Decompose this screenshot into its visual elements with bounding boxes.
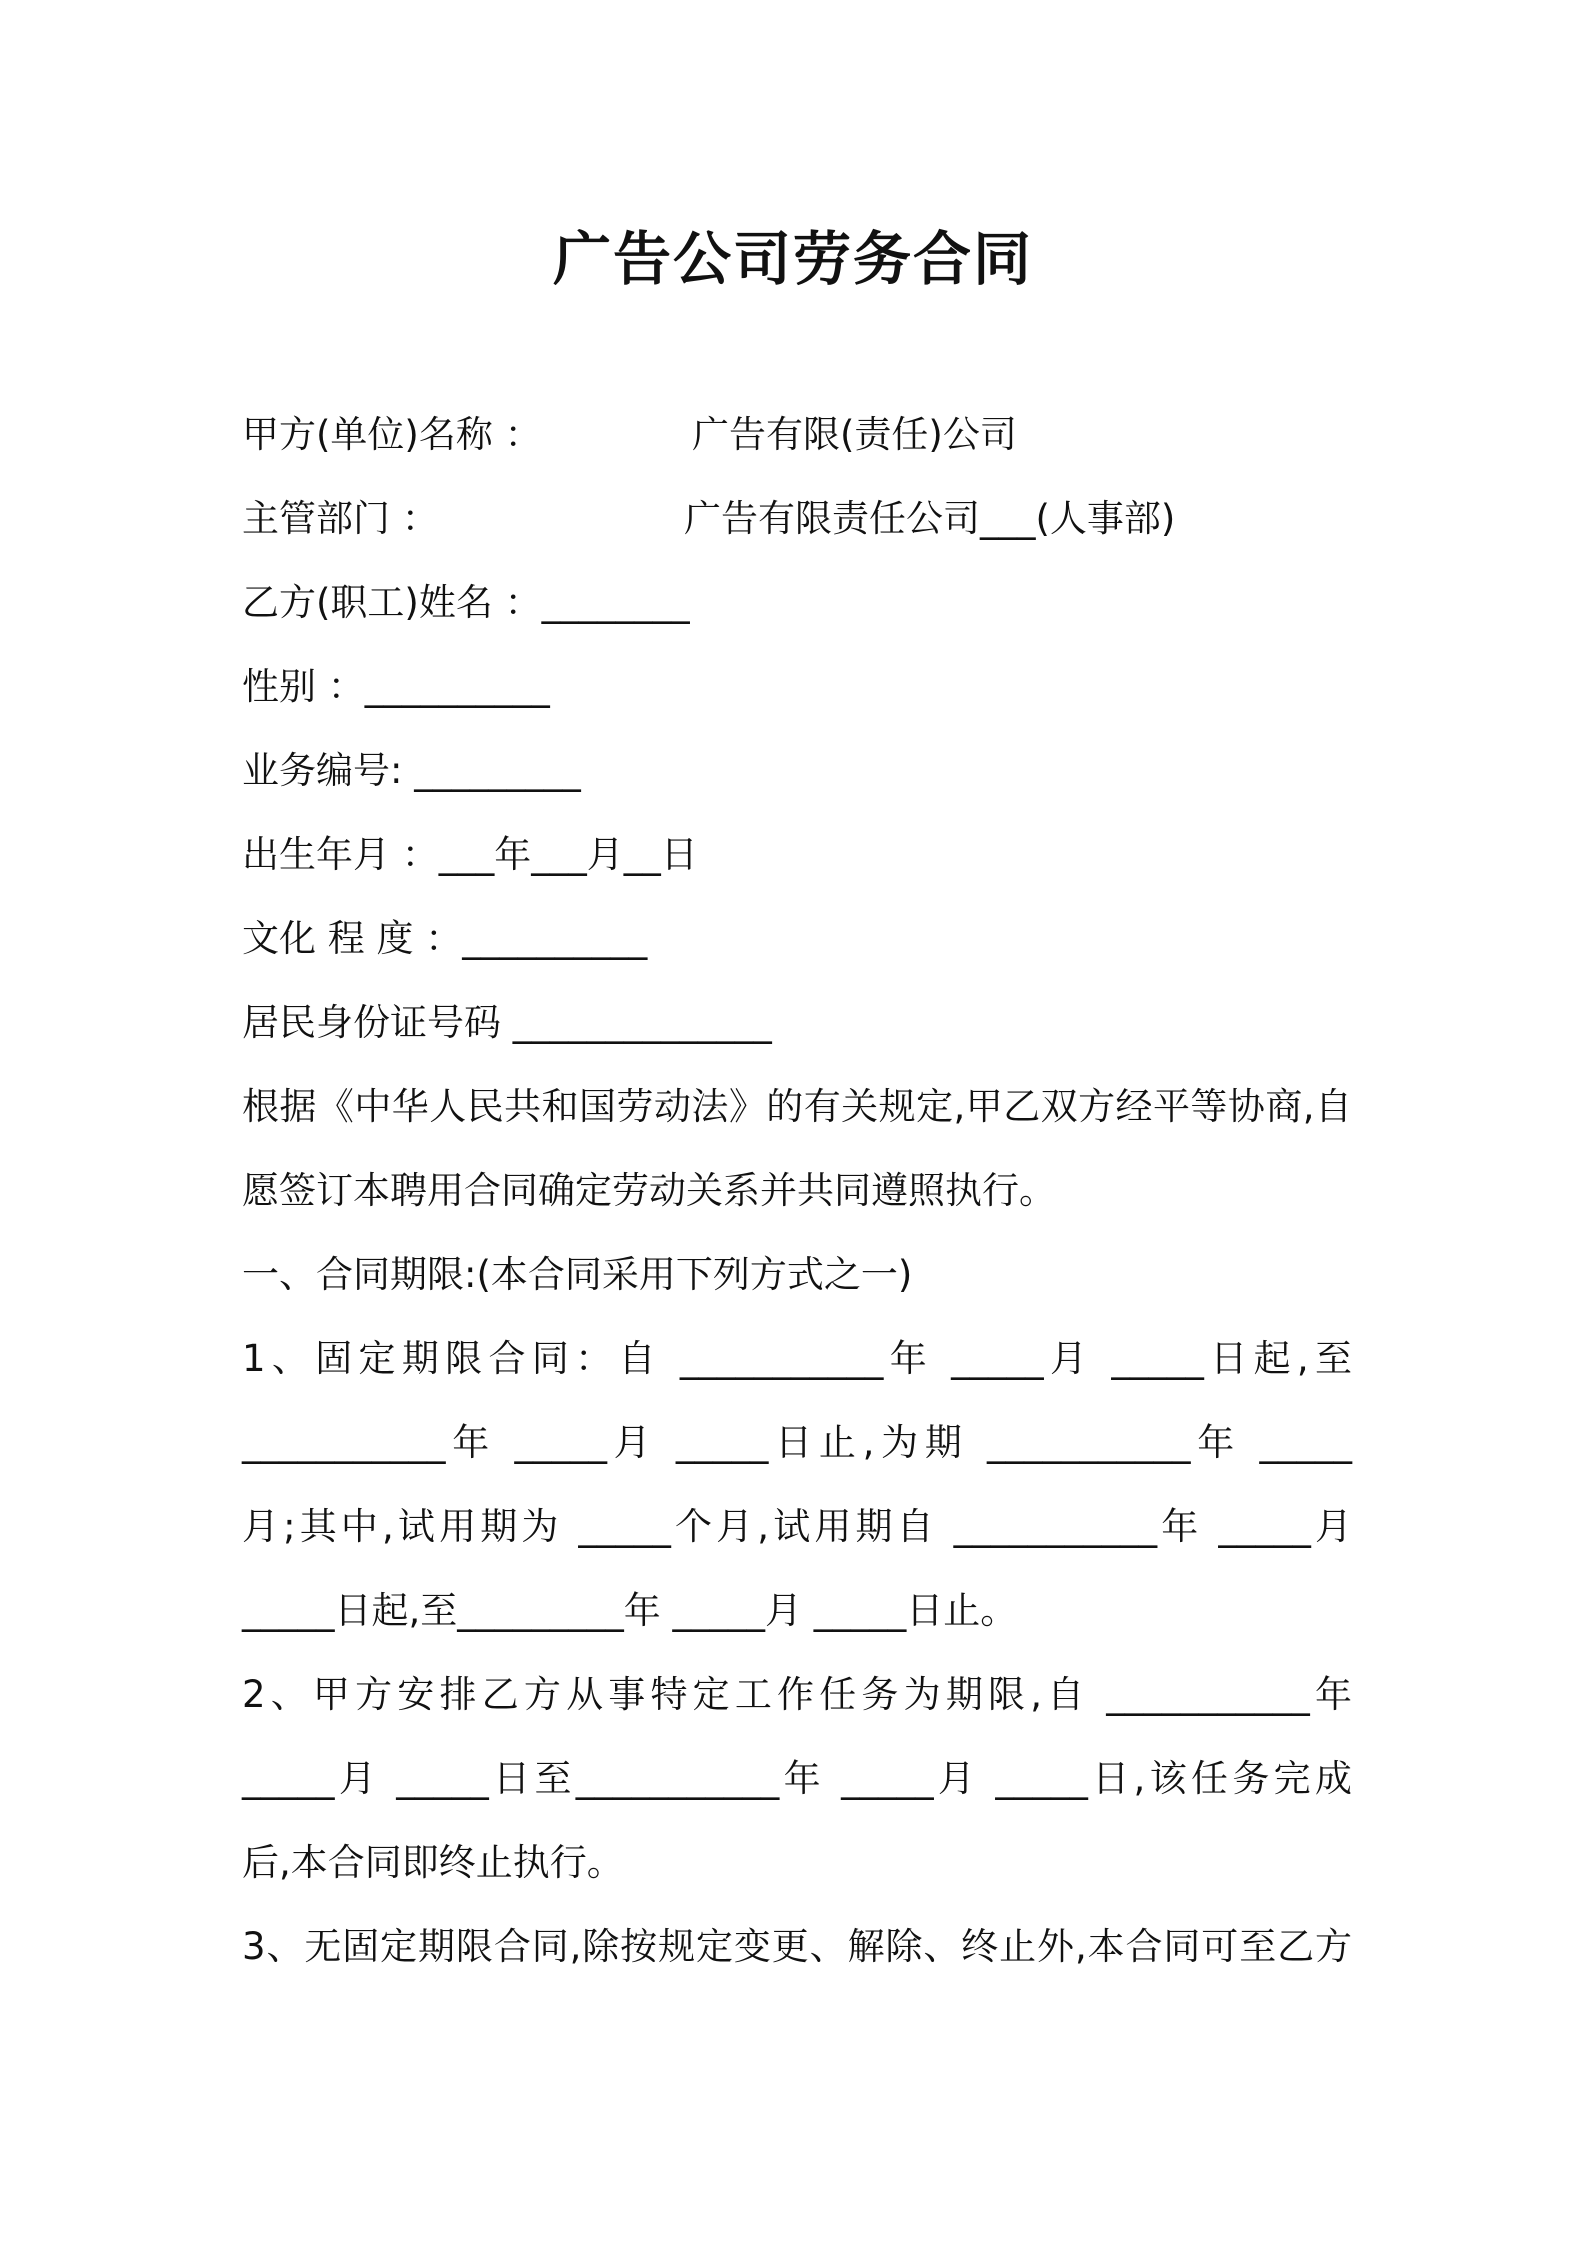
paragraph-line: 愿签订本聘用合同确定劳动关系并共同遵照执行。 bbox=[242, 1169, 1056, 1212]
birth-date-line: 出生年月 ：___年___月__日 bbox=[242, 833, 698, 876]
business-number-line: 业务编号: _________ bbox=[242, 749, 581, 792]
paragraph-line: 3、无固定期限合同,除按规定变更、解除、终止外,本合同可至乙方 bbox=[242, 1925, 1352, 1968]
gender-line: 性别 ：__________ bbox=[242, 665, 550, 708]
paragraph-line: 1、固定期限合同：自 ___________年 _____月 _____日起,至 bbox=[242, 1337, 1352, 1380]
education-line: 文化 程 度 ：__________ bbox=[242, 917, 648, 960]
id-number-line: 居民身份证号码 ______________ bbox=[242, 1001, 772, 1044]
department-row bbox=[242, 494, 1352, 544]
party-a-name-label: 甲方(单位)名称 ： bbox=[242, 413, 542, 456]
party-b-name-line: 乙方(职工)姓名 ：________ bbox=[242, 581, 690, 624]
department-label: 主管部门 ： bbox=[242, 497, 439, 540]
paragraph-line: 根据《中华人民共和国劳动法》的有关规定,甲乙双方经平等协商,自 bbox=[242, 1085, 1352, 1128]
paragraph-line: _____日起,至_________年 _____月 _____日止。 bbox=[242, 1589, 1018, 1632]
paragraph-line: ___________年 _____月 _____日止,为期 ___________年 _____ bbox=[242, 1421, 1352, 1464]
party-a-name-row bbox=[242, 410, 1352, 460]
paragraph-line: _____月 _____日至___________年 _____月 _____日,该任务完成 bbox=[242, 1757, 1352, 1800]
party-a-name-value: 广告有限(责任)公司 bbox=[692, 413, 1017, 456]
paragraph-line: 后,本合同即终止执行。 bbox=[242, 1841, 624, 1884]
document-title: 广告公司劳务合同 bbox=[552, 225, 1033, 293]
paragraph-line: 2、甲方安排乙方从事特定工作任务为期限,自 ___________年 bbox=[242, 1673, 1352, 1716]
department-value: 广告有限责任公司___(人事部) bbox=[684, 497, 1176, 540]
paragraph-line: 月;其中,试用期为 _____个月,试用期自 ___________年 _____月 bbox=[242, 1505, 1352, 1548]
section-heading: 一、合同期限:(本合同采用下列方式之一) bbox=[242, 1253, 913, 1296]
